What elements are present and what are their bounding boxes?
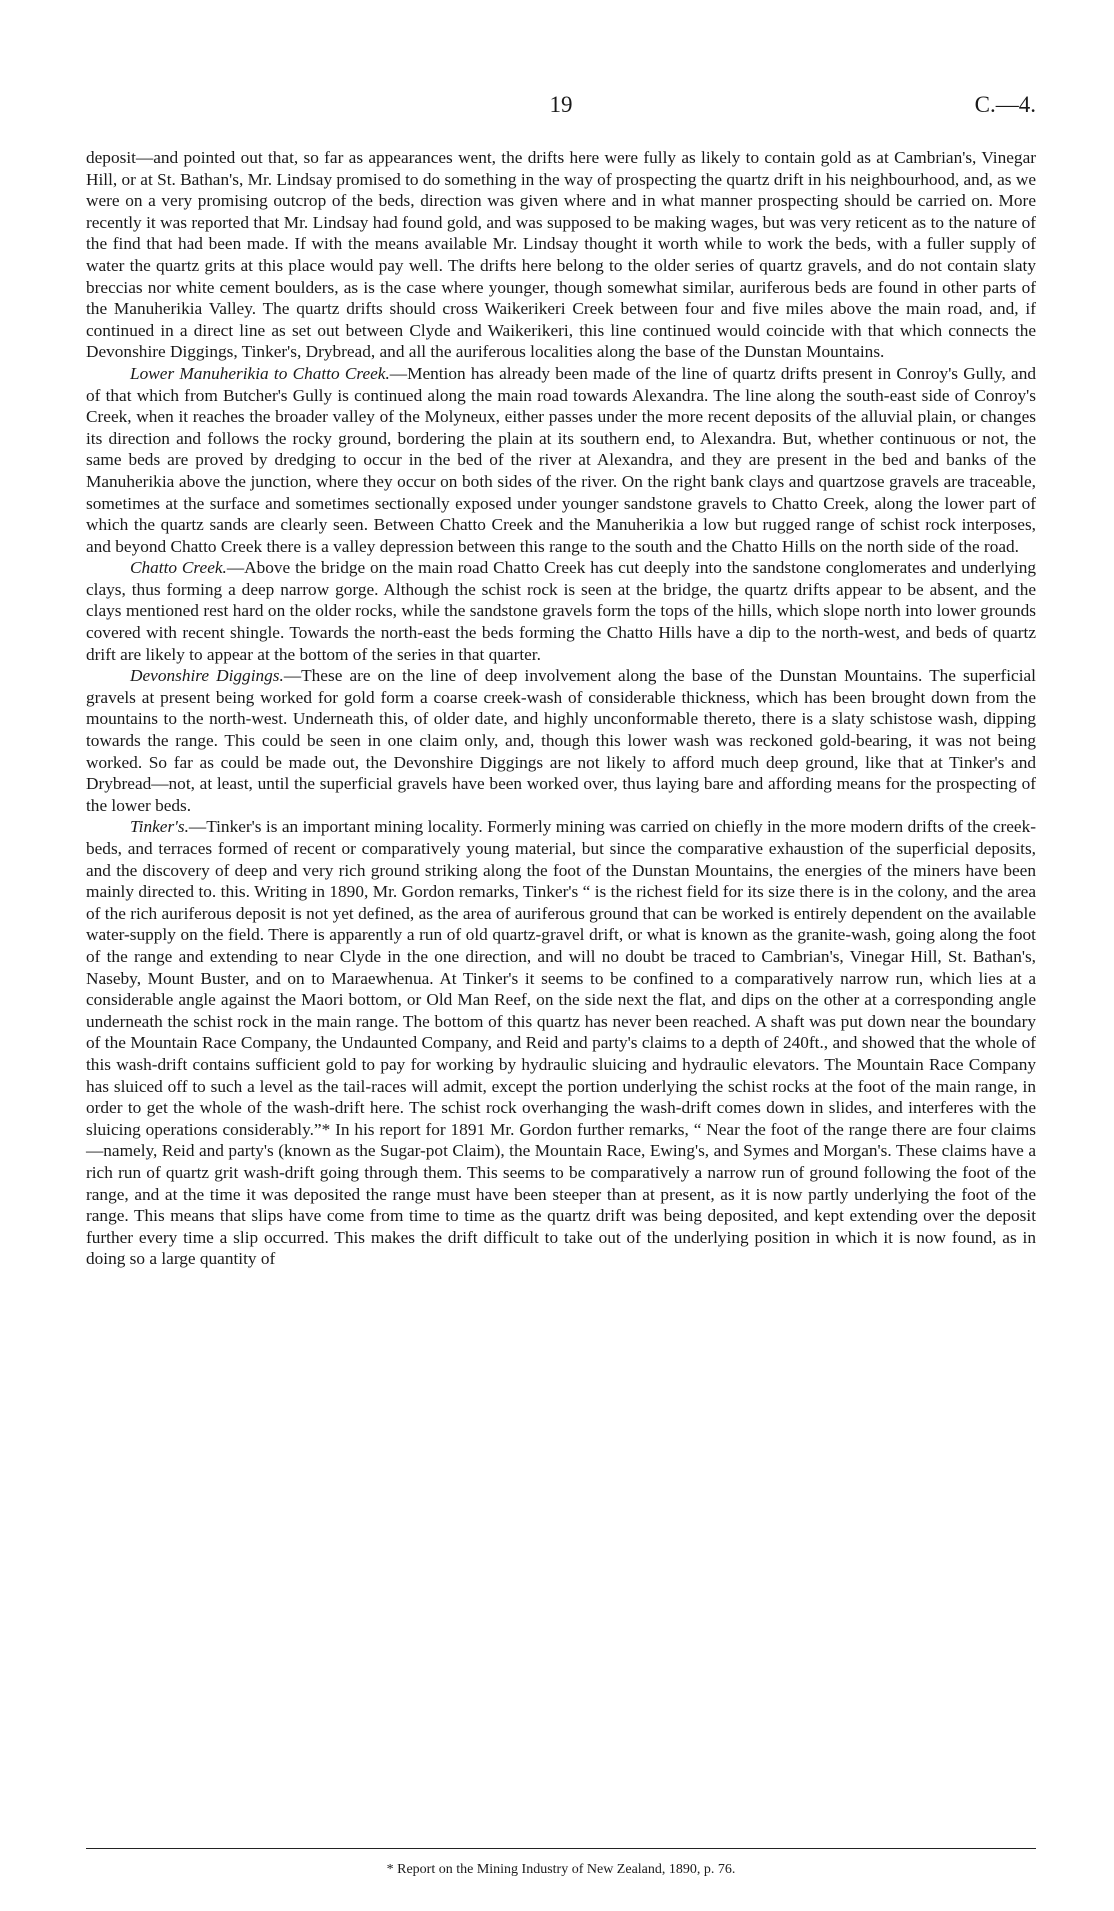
paragraph-text: —Mention has already been made of the line of quartz drifts present in Conroy's Gully, and of that which from Butcher's Gully is continued along the main road towards Alexandra. The line along the south-east side of Conroy's Creek, when it reaches the broader valley of the Molyneux, either passes under the more recent deposits of the alluvial plain, or changes its direction and follows the rocky ground, bordering the plain at its southern end, to Alexandra. But, whether continuous or not, the same beds are proved by dredging to occur in the bed of the river at Alexandra, and they are present in the bed and banks of the Manuherikia above the junction, where they occur on both sides of the river. On the right bank clays and quartzose gravels are traceable, sometimes at the surface and sometimes sectionally exposed under younger sandstone gravels to Chatto Creek, along the lower part of which the quartz sands are clearly seen. Between Chatto Creek and the Manuherikia a low but rugged range of schist rock interposes, and beyond Chatto Creek there is a valley depression between this range to the south and the Chatto Hills on the north side of the road.: [86, 363, 1037, 556]
footnote-rule: [86, 1848, 1036, 1849]
paragraph-text: deposit—and pointed out that, so far as appearances went, the drifts here were fully as likely to contain gold as at Cambrian's, Vinegar Hill, or at St. Bathan's, Mr. Lindsay promised to do something in the way of prospecting the quartz drift in his neighbourhood, and, as we were on a very promising outcrop of the beds, direction was given where and in what manner prospecting should be carried on. More recently it was reported that Mr. Lindsay had found gold, and was supposed to be making wages, but was very reticent as to the nature of the find that had been made. If with the means available Mr. Lindsay thought it worth while to work the beds, with a fuller supply of water the quartz grits at this place would pay well. The drifts here belong to the older series of quartz gravels, and do not contain slaty breccias nor white cement boulders, as is the case where younger, though somewhat similar, auriferous beds are found in other parts of the Manuherikia Valley. The quartz drifts should cross Waikerikeri Creek between four and five miles above the main road, and, if continued in a direct line as set out between Clyde and Waikerikeri, this line continued would coincide with that which connects the Devonshire Diggings, Tinker's, Drybread, and all the auriferous localities along the base of the Dunstan Mountains.: [86, 148, 1036, 362]
paragraph-devonshire-diggings: [86, 665, 1036, 816]
paragraph-text: —Tinker's is an important mining locality. Formerly mining was carried on chiefly in the more modern drifts of the creek-beds, and terraces formed of recent or comparatively young material, but since the comparative exhaustion of the superficial deposits, and the discovery of deep and very rich ground striking along the foot of the Dunstan Mountains, the energies of the miners have been mainly directed to. this. Writing in 1890, Mr. Gordon remarks, Tinker's “ is the richest field for its size there is in the colony, and the area of the rich auriferous deposit is not yet defined, as the area of auriferous ground that can be worked is entirely dependent on the available water-supply on the field. There is apparently a run of old quartz-gravel drift, or what is known as the granite-wash, going along the foot of the range and extending to near Clyde in the one direction, and will no doubt be traced to Cambrian's, Vinegar Hill, St. Bathan's, Naseby, Mount Buster, and on to Maraewhenua. At Tinker's it seems to be confined to a comparatively narrow run, which lies at a considerable angle against the Maori bottom, or Old Man Reef, on the side next the flat, and dips on the other at a corresponding angle underneath the schist rock in the main range. The bottom of this quartz has never been reached. A shaft was put down near the boundary of the Mountain Race Company, the Undaunted Company, and Reid and party's claims to a depth of 240ft., and showed that the whole of this wash-drift contains sufficient gold to pay for working by hydraulic sluicing and hydraulic elevators. The Mountain Race Company has sluiced off to such a level as the tail-races will admit, except the portion underlying the schist rocks at the foot of the main range, in order to get the whole of the wash-drift here. The schist rock overhanging the wash-drift comes down in slides, and interferes with the sluicing operations considerably.”* In his report for 1891 Mr. Gordon further remarks, “ Near the foot of the range there are four claims—namely, Reid and party's (known as the Sugar-pot Claim), the Mountain Race, Ewing's, and Symes and Morgan's. These claims have a rich run of quartz grit wash-drift going through them. This seems to be comparatively a narrow run of ground following the foot of the range, and at the time it was deposited the range must have been steeper than at present, as it is now partly underlying the foot of the range. This means that slips have come from time to time as the quartz drift was being deposited, and kept extending over the deposit further every time a slip occurred. This makes the drift difficult to take out of the underlying position in which it is now found, as in doing so a large quantity of: [86, 817, 1036, 1269]
footnote: * Report on the Mining Industry of New Zealand, 1890, p. 76.: [386, 1862, 736, 1877]
section-heading: Devonshire Diggings.: [130, 666, 284, 686]
section-heading: Lower Manuherikia to Chatto Creek.: [130, 363, 390, 383]
paragraph-tinkers: [86, 816, 1036, 1269]
page-number: 19: [549, 92, 573, 117]
section-heading: Tinker's.: [130, 817, 189, 837]
body-text: [86, 147, 1036, 1270]
running-head: [86, 92, 1036, 122]
section-heading: Chatto Creek.: [130, 558, 227, 578]
paragraph-text: —Above the bridge on the main road Chatto Creek has cut deeply into the sandstone conglomerates and underlying clays, thus forming a deep narrow gorge. Although the schist rock is seen at the bridge, the quartz drifts appear to be absent, and the clays mentioned rest hard on the older rocks, while the sandstone gravels form the tops of the hills, which slope north into lower grounds covered with recent shingle. Towards the north-east the beds forming the Chatto Hills have a dip to the north-west, and beds of quartz drift are likely to appear at the bottom of the series in that quarter.: [86, 558, 1037, 664]
paragraph-chatto-creek: [86, 557, 1036, 665]
document-code: C.—4.: [974, 92, 1036, 117]
paragraph-lower-manuherikia: [86, 363, 1036, 557]
paragraph-text: —These are on the line of deep involvement along the base of the Dunstan Mountains. The superficial gravels at present being worked for gold form a coarse creek-wash of considerable thickness, which has been brought down from the mountains to the north-west. Underneath this, of older date, and highly unconformable thereto, there is a slaty schistose wash, dipping towards the range. This could be seen in one claim only, and, though this lower wash was reckoned gold-bearing, it was not being worked. So far as could be made out, the Devonshire Diggings are not likely to afford much deep ground, like that at Tinker's and Drybread—not, at least, until the superficial gravels have been worked over, thus laying bare and affording means for the prospecting of the lower beds.: [86, 666, 1036, 815]
paragraph-continuation: [86, 147, 1036, 363]
